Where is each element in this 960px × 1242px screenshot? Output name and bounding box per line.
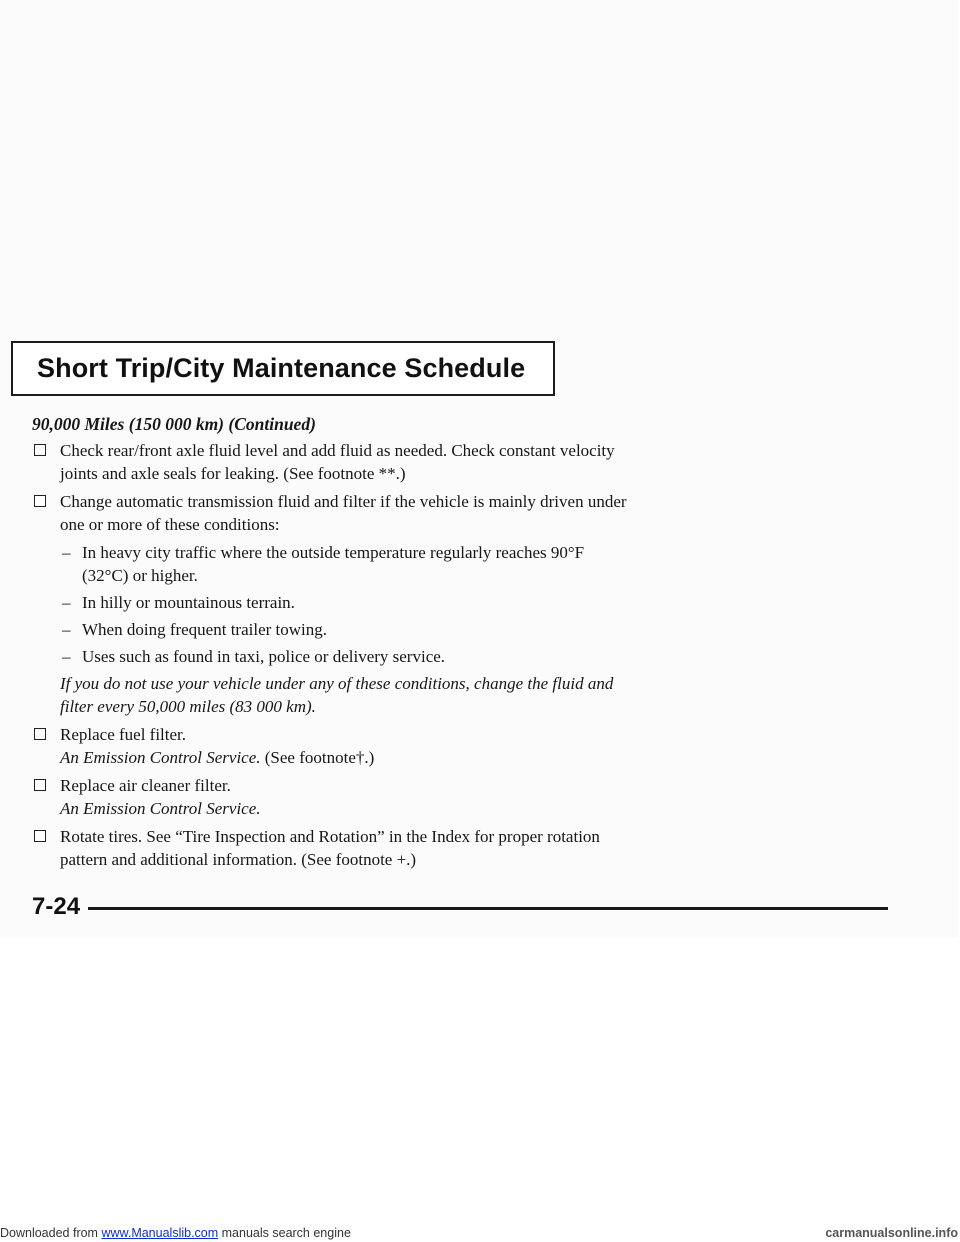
condition-item: [32, 591, 632, 614]
checkbox-icon[interactable]: [34, 728, 46, 740]
section-heading: 90,000 Miles (150 000 km) (Continued): [32, 414, 316, 434]
condition-item: [32, 645, 632, 668]
checklist-item-text: Change automatic transmission fluid and filter if the vehicle is mainly driven under one or more of these conditions:: [60, 492, 627, 534]
page-title-box: [11, 341, 555, 396]
page-title: Short Trip/City Maintenance Schedule: [37, 353, 526, 383]
condition-item: [32, 541, 632, 587]
condition-text: Uses such as found in taxi, police or delivery service.: [82, 647, 446, 666]
dash-bullet-icon: –: [62, 620, 71, 639]
checkbox-icon[interactable]: [34, 495, 46, 507]
emission-service-label: An Emission Control Service.: [60, 799, 261, 818]
page-number: 7-24: [32, 893, 81, 920]
download-footer: [0, 1226, 960, 1242]
checklist-item-text: Replace air cleaner filter.: [60, 776, 231, 795]
footer-rule: [88, 907, 888, 910]
download-credit: [0, 1226, 351, 1240]
condition-text: In heavy city traffic where the outside temperature regularly reaches 90°F (32°C) or higher.: [82, 543, 585, 585]
checkbox-icon[interactable]: [34, 779, 46, 791]
checklist-item: [32, 723, 632, 769]
dash-bullet-icon: –: [62, 593, 71, 612]
checkbox-icon[interactable]: [34, 830, 46, 842]
emission-service-label: An Emission Control Service.: [60, 748, 261, 767]
condition-item: [32, 618, 632, 641]
checkbox-icon[interactable]: [34, 444, 46, 456]
checklist-item-subtext: [60, 797, 632, 820]
watermark-site: carmanualsonline.info: [825, 1226, 958, 1240]
schedule-content: [32, 412, 632, 876]
checklist-item-text: Check rear/front axle fluid level and add fluid as needed. Check constant velocity joints and axle seals for leaking. (See footnote **.): [60, 441, 615, 483]
footnote-reference: (See footnote†.): [260, 748, 375, 767]
checklist-item-text: Replace fuel filter.: [60, 725, 187, 744]
checklist-item: [32, 490, 632, 536]
download-prefix: Downloaded from: [0, 1226, 102, 1240]
download-suffix: manuals search engine: [218, 1226, 351, 1240]
checklist-item: [32, 439, 632, 485]
condition-text: In hilly or mountainous terrain.: [82, 593, 295, 612]
dash-bullet-icon: –: [62, 647, 71, 666]
dash-bullet-icon: –: [62, 543, 71, 562]
manualslib-link[interactable]: www.Manualslib.com: [101, 1226, 219, 1240]
checklist-item-subtext: [60, 746, 632, 769]
checklist-item-text: Rotate tires. See “Tire Inspection and Rotation” in the Index for proper rotation pattern and additional information. (See footnote +.): [60, 827, 600, 869]
condition-text: When doing frequent trailer towing.: [82, 620, 328, 639]
condition-note: If you do not use your vehicle under any of these conditions, change the fluid and filter every 50,000 miles (83 000 km).: [60, 674, 614, 716]
checklist-item: [32, 825, 632, 871]
checklist-item: [32, 774, 632, 820]
